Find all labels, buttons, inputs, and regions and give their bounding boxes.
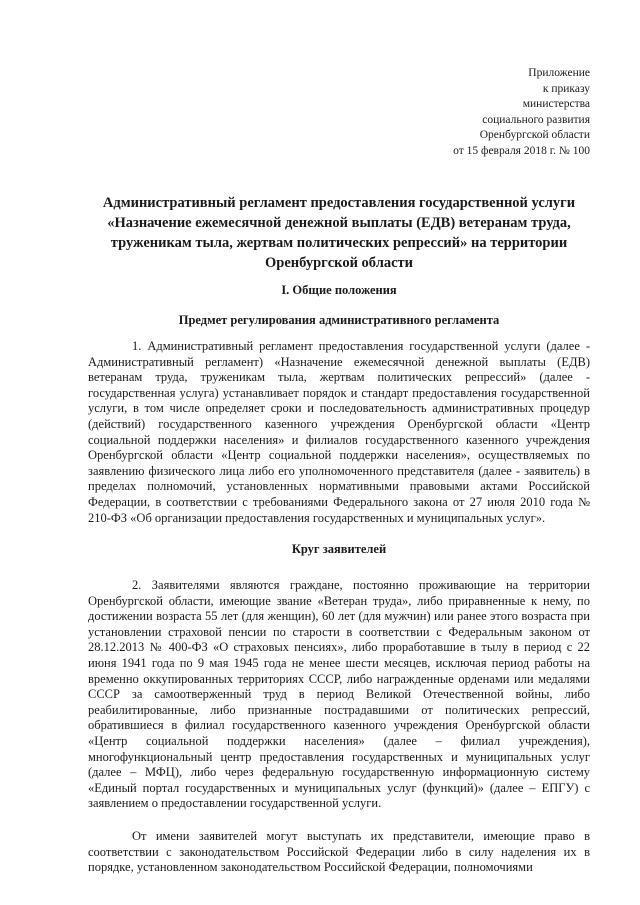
title-line: Оренбургской области	[265, 255, 413, 271]
annex-block	[453, 66, 590, 159]
subsection-heading-subject: Предмет регулирования административного регламента	[178, 313, 500, 327]
document-title	[88, 193, 590, 273]
paragraph-1: 1. Административный регламент предоставления государственной услуги (далее - Административный регламент) «Назначение ежемесячной денежной выплаты (ЕДВ) ветеранам труда, труженикам тыла, жертвам политических репрессий» (далее - государственная услуга) устанавливает порядок и стандарт предоставления государственной услуги, в том числе определяет сроки и последовательность административных процедур (действий) государственного казенного учреждения Оренбургской области «Центр социальной поддержки населения» и филиалов государственного казенного учреждения Оренбургской области «Центр социальной поддержки населения», осуществляемых по заявлению физического лица либо его уполномоченного представителя (далее - заявитель) в пределах полномочий, установленных нормативными правовыми актами Российской Федерации, в соответствии с требованиями Федерального закона от 27 июля 2010 года № 210-ФЗ «Об организации предоставления государственных и муниципальных услуг».	[88, 339, 590, 525]
annex-line: от 15 февраля 2018 г. № 100	[453, 144, 590, 157]
annex-line: социального развития	[482, 113, 590, 126]
subsection-heading-applicants: Круг заявителей	[291, 542, 387, 556]
annex-line: министерства	[522, 98, 590, 110]
annex-line: Оренбургской области	[479, 129, 590, 141]
annex-line: к приказу	[542, 82, 590, 95]
paragraph-2: 2. Заявителями являются граждане, постоянно проживающие на территории Оренбургской области, имеющие звание «Ветеран труда», либо приравненные к нему, по достижении возраста 55 лет (для женщин), 60 лет (для мужчин) или ранее этого возраста при установлении страховой пенсии по старости в соответствии с Федеральным законом от 28.12.2013 № 400-ФЗ «О страховых пенсиях», либо проработавшие в тылу в период с 22 июня 1941 года по 9 мая 1945 года не менее шести месяцев, исключая период работы на временно оккупированных территориях СССР, либо награжденные орденами или медалями СССР за самоотверженный труд в период Великой Отечественной войны, либо реабилитированные, либо признанные пострадавшими от политических репрессий, обратившиеся в филиал государственного казенного учреждения Оренбургской области «Центр социальной поддержки населения» (далее – филиал учреждения), многофункциональный центр предоставления государственных и муниципальных услуг (далее – МФЦ), либо через федеральную государственную информационную систему «Единый портал государственных и муниципальных услуг (функций)» (далее – ЕПГУ) с заявлением о предоставлении государственной услуги.	[88, 578, 590, 811]
section-heading: I. Общие положения	[281, 283, 397, 297]
title-line: «Назначение ежемесячной денежной выплаты (ЕДВ) ветеранам труда,	[107, 215, 571, 231]
paragraph-3: От имени заявителей могут выступать их представители, имеющие право в соответствии с законодательством Российской Федерации либо в силу наделения их в порядке, установленном законодательством Российской Федерации, полномочиями	[88, 829, 590, 875]
title-line: Административный регламент предоставления государственной услуги	[102, 195, 576, 211]
title-line: труженикам тыла, жертвам политических репрессий» на территории	[110, 235, 568, 251]
annex-line: Приложение	[528, 67, 590, 79]
